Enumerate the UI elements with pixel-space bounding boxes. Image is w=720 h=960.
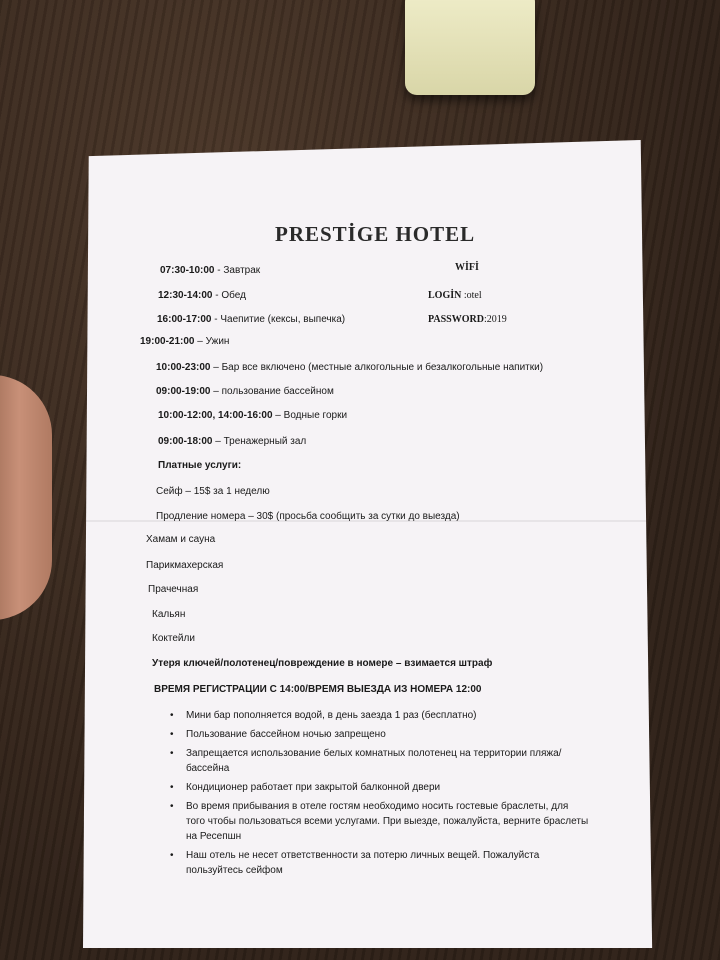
schedule-item: 16:00-17:00 - Чаепитие (кексы, выпечка) <box>157 314 346 325</box>
wifi-heading: WİFİ <box>455 262 479 273</box>
paid-services-heading: Платные услуги: <box>158 460 242 471</box>
paid-service-item: Хамам и сауна <box>146 534 216 545</box>
rule-item: • Мини бар пополняется водой, в день заезда 1 раз (бесплатно) <box>170 708 590 723</box>
schedule-item: 07:30-10:00 - Завтрак <box>160 265 261 276</box>
paid-service-item: Продление номера – 30$ (просьба сообщить за сутки до выезда) <box>156 511 460 522</box>
schedule-item: 10:00-23:00 – Бар все включено (местные алкогольные и безалкогольные напитки) <box>156 362 544 373</box>
router-device <box>405 0 535 95</box>
rule-item: • Запрещается использование белых комнатных полотенец на территории пляжа/бассейна <box>170 746 590 776</box>
wifi-password: PASSWORD:2019 <box>428 314 507 325</box>
schedule-item: 12:30-14:00 - Обед <box>158 290 246 301</box>
document-title: PRESTİGE HOTEL <box>275 222 476 246</box>
fine-notice: Утеря ключей/полотенец/повреждение в номере – взимается штраф <box>152 658 493 669</box>
rule-item: • Кондиционер работает при закрытой балконной двери <box>170 780 590 795</box>
rule-item: • Пользование бассейном ночью запрещено <box>170 727 590 742</box>
paid-service-item: Прачечная <box>148 584 199 595</box>
schedule-item: 09:00-18:00 – Тренажерный зал <box>158 436 307 447</box>
paid-service-item: Сейф – 15$ за 1 неделю <box>156 486 270 497</box>
finger <box>0 375 52 620</box>
checkin-notice: ВРЕМЯ РЕГИСТРАЦИИ С 14:00/ВРЕМЯ ВЫЕЗДА ИЗ НОМЕРА 12:00 <box>154 684 482 695</box>
rules-list <box>170 708 590 882</box>
schedule-item: 09:00-19:00 – пользование бассейном <box>156 386 334 397</box>
rule-item: • Наш отель не несет ответственности за потерю личных вещей. Пожалуйста пользуйтесь сейфом <box>170 848 590 878</box>
wifi-login: LOGİN :otel <box>428 290 482 301</box>
hotel-info-document <box>140 220 620 880</box>
paid-service-item: Коктейли <box>152 633 195 644</box>
paid-service-item: Кальян <box>152 609 186 620</box>
rule-item: • Во время прибывания в отеле гостям необходимо носить гостевые браслеты, для того чтобы пользоваться всеми услугами. При выезде, пожалуйста, верните браслеты на Ресепшн <box>170 799 590 844</box>
schedule-item: 19:00-21:00 – Ужин <box>140 336 230 347</box>
schedule-item: 10:00-12:00, 14:00-16:00 – Водные горки <box>158 410 348 421</box>
paid-service-item: Парикмахерская <box>146 560 224 571</box>
